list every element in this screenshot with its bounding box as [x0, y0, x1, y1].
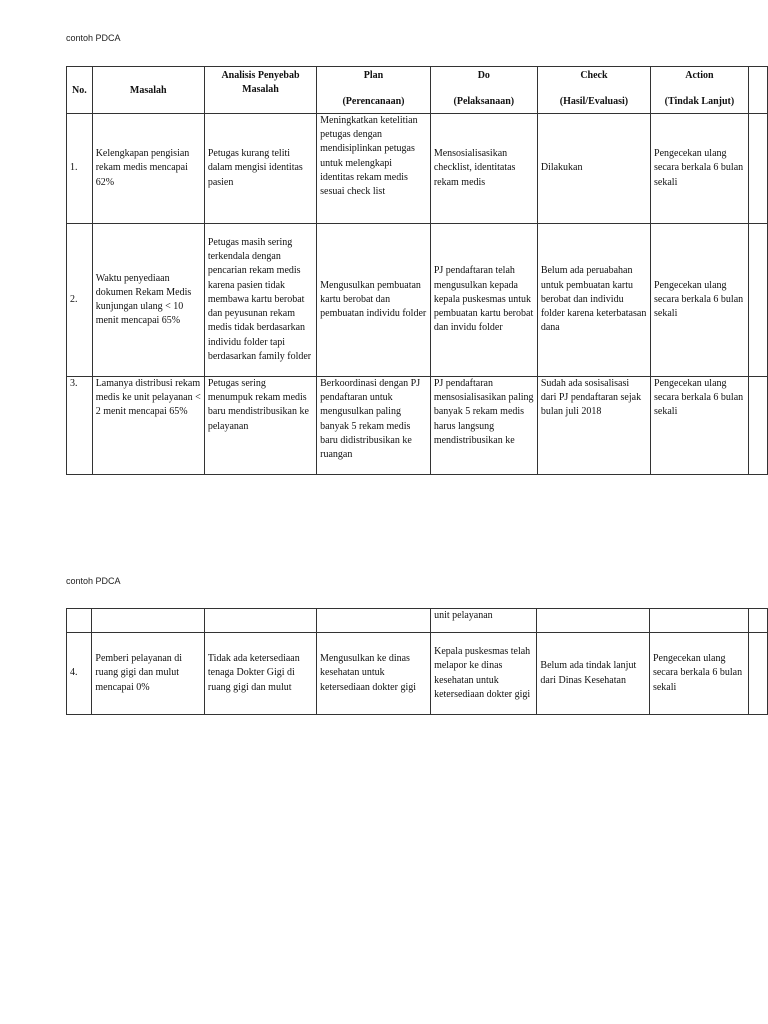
header-check-title: Check: [580, 70, 608, 81]
page-label-2: contoh PDCA: [66, 576, 121, 586]
cell-no: 1.: [67, 114, 93, 224]
cell-analisis: Tidak ada ketersediaan tenaga Dokter Gigi di ruang gigi dan mulut: [204, 633, 316, 715]
header-no: No.: [67, 67, 93, 114]
cell-do: Mensosialisasikan checklist, identitatas rekam medis: [430, 114, 537, 224]
table-row: [67, 633, 768, 715]
cell-check: [537, 609, 650, 633]
cell-do: PJ pendaftaran telah mengusulkan kepada kepala puskesmas untuk pembuatan kartu berobat dan invidu folder: [430, 224, 537, 377]
header-check-sub: (Hasil/Evaluasi): [559, 96, 629, 108]
cell-analisis: Petugas kurang teliti dalam mengisi identitas pasien: [204, 114, 316, 224]
cell-do: unit pelayanan: [431, 609, 537, 633]
page-label: contoh PDCA: [66, 33, 121, 43]
table-row: [67, 377, 768, 475]
table-row: [67, 114, 768, 224]
header-analisis: [204, 67, 316, 114]
cell-do: Kepala puskesmas telah melapor ke dinas kesehatan untuk ketersediaan dokter gigi: [431, 633, 537, 715]
cell-plan: Mengusulkan pembuatan kartu berobat dan pembuatan individu folder: [317, 224, 431, 377]
cell-plan: Meningkatkan ketelitian petugas dengan mendisiplinkan petugas untuk melengkapi identitas rekam medis sesuai check list: [317, 114, 431, 224]
cell-no: 3.: [67, 377, 93, 475]
cell-extra: [748, 114, 767, 224]
cell-plan: [316, 609, 430, 633]
cell-extra: [748, 377, 767, 475]
header-action: [651, 67, 749, 114]
header-plan-title: Plan: [363, 70, 384, 81]
cell-analisis: Petugas masih sering terkendala dengan pencarian rekam medis karena pasien tidak membawa kartu berobat dan peyusunan rekam medis tidak berdasarkan individu folder tapi berdasarkan family folder: [204, 224, 316, 377]
cell-extra: [748, 224, 767, 377]
header-masalah: Masalah: [92, 67, 204, 114]
cell-check: Sudah ada sosisalisasi dari PJ pendaftaran sejak bulan juli 2018: [537, 377, 650, 475]
table-row: [67, 224, 768, 377]
cell-masalah: Kelengkapan pengisian rekam medis mencapai 62%: [92, 114, 204, 224]
header-row: [67, 67, 768, 114]
continuation-row: [67, 609, 768, 633]
header-do: [430, 67, 537, 114]
cell-analisis: [204, 609, 316, 633]
cell-check: Belum ada tindak lanjut dari Dinas Kesehatan: [537, 633, 650, 715]
cell-extra: [748, 609, 767, 633]
cell-masalah: Waktu penyediaan dokumen Rekam Medis kunjungan ulang < 10 menit mencapai 65%: [92, 224, 204, 377]
cell-check: Dilakukan: [537, 114, 650, 224]
cell-extra: [748, 633, 767, 715]
cell-action: Pengecekan ulang secara berkala 6 bulan sekali: [651, 377, 749, 475]
cell-no: 2.: [67, 224, 93, 377]
header-do-sub: (Pelaksanaan): [453, 96, 515, 108]
cell-plan: Mengusulkan ke dinas kesehatan untuk ketersediaan dokter gigi: [316, 633, 430, 715]
header-check: [537, 67, 650, 114]
header-plan-sub: (Perencanaan): [342, 96, 405, 108]
pdca-table: [66, 66, 768, 475]
header-plan: [317, 67, 431, 114]
header-analisis-line1: Analisis Penyebab: [221, 70, 300, 81]
header-action-title: Action: [685, 70, 714, 81]
cell-masalah: [92, 609, 205, 633]
cell-masalah: Lamanya distribusi rekam medis ke unit pelayanan < 2 menit mencapai 65%: [92, 377, 204, 475]
cell-action: Pengecekan ulang secara berkala 6 bulan sekali: [651, 114, 749, 224]
cell-no: 4.: [67, 633, 92, 715]
header-analisis-line2: Masalah: [242, 84, 279, 96]
header-do-title: Do: [477, 70, 490, 81]
cell-do: PJ pendaftaran mensosialisasikan paling banyak 5 rekam medis harus langsung mendistribusikan ke: [430, 377, 537, 475]
cell-masalah: Pemberi pelayanan di ruang gigi dan mulut mencapai 0%: [92, 633, 205, 715]
cell-analisis: Petugas sering menumpuk rekam medis baru mendistribusikan ke pelayanan: [204, 377, 316, 475]
header-extra: [748, 67, 767, 114]
cell-action: Pengecekan ulang secara berkala 6 bulan sekali: [649, 633, 748, 715]
cell-plan: Berkoordinasi dengan PJ pendaftaran untuk mengusulkan paling banyak 5 rekam medis baru didistribusikan ke ruangan: [317, 377, 431, 475]
cell-check: Belum ada peruabahan untuk pembuatan kartu berobat dan individu folder karena keterbatasan dana: [537, 224, 650, 377]
header-action-sub: (Tindak Lanjut): [664, 96, 735, 108]
cell-action: Pengecekan ulang secara berkala 6 bulan sekali: [651, 224, 749, 377]
pdca-table-continued: [66, 608, 768, 715]
cell-action: [649, 609, 748, 633]
cell-no: [67, 609, 92, 633]
